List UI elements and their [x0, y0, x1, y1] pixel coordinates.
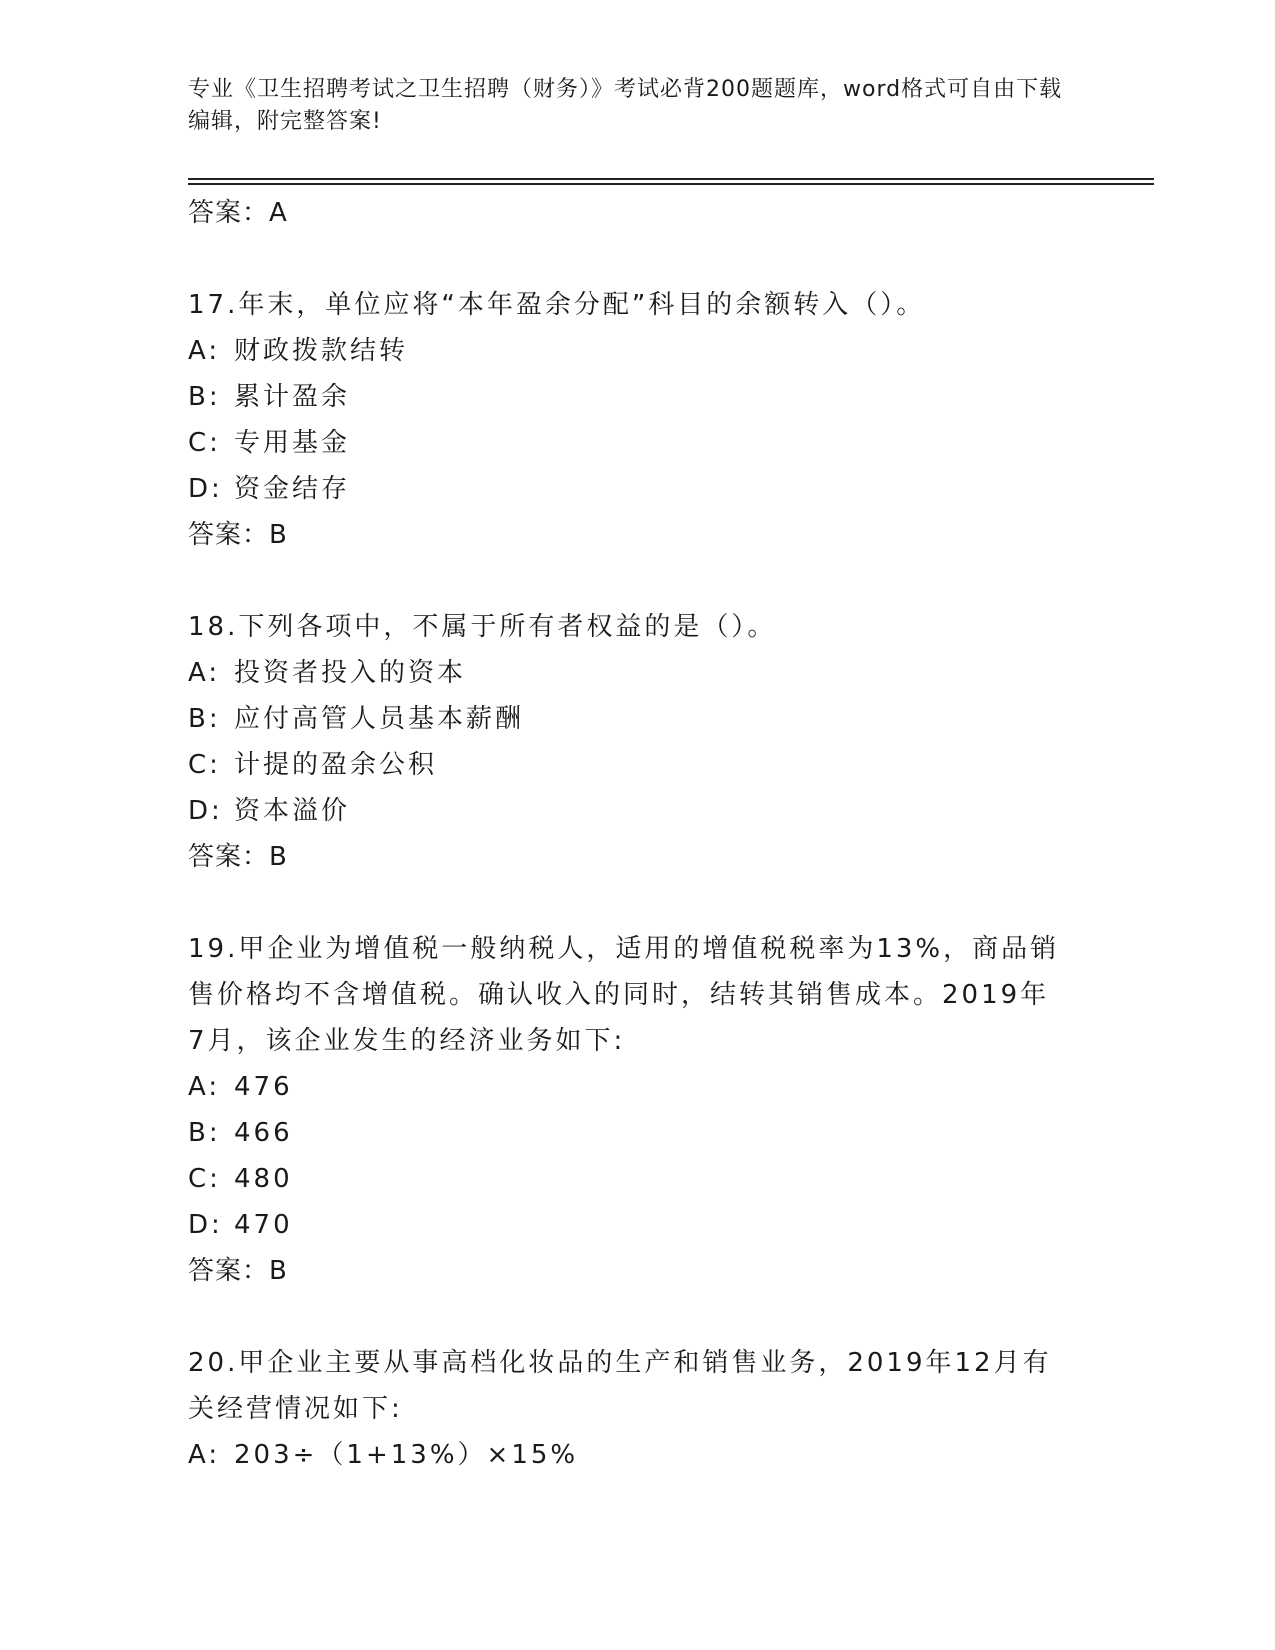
- option-text: 专用基金: [234, 428, 351, 458]
- option-text: 203÷（1+13%）×15%: [234, 1440, 579, 1470]
- option-letter: D:: [188, 1210, 223, 1240]
- option-text: 财政拨款结转: [234, 336, 409, 366]
- option-d: [188, 788, 1068, 834]
- answer-line: 答案：B: [188, 1256, 288, 1286]
- header-rule-bottom: [188, 183, 1154, 185]
- spacer: [188, 558, 1068, 604]
- option-letter: C:: [188, 428, 221, 458]
- option-letter: D:: [188, 796, 223, 826]
- option-b: [188, 1110, 1068, 1156]
- option-c: [188, 742, 1068, 788]
- option-text: 应付高管人员基本薪酬: [234, 704, 525, 734]
- option-text: 466: [234, 1118, 293, 1148]
- option-letter: B:: [188, 1118, 221, 1148]
- question-stem: 18.下列各项中，不属于所有者权益的是（）。: [188, 612, 777, 642]
- option-text: 480: [234, 1164, 293, 1194]
- option-a: [188, 328, 1068, 374]
- option-text: 投资者投入的资本: [234, 658, 467, 688]
- option-d: [188, 466, 1068, 512]
- option-b: [188, 696, 1068, 742]
- option-a: [188, 650, 1068, 696]
- question-list: [188, 190, 1068, 1478]
- option-letter: C:: [188, 750, 221, 780]
- option-text: 累计盈余: [234, 382, 351, 412]
- option-letter: A:: [188, 1440, 221, 1470]
- option-d: [188, 1202, 1068, 1248]
- option-letter: A:: [188, 336, 221, 366]
- option-c: [188, 420, 1068, 466]
- answer-line: 答案：B: [188, 520, 288, 550]
- option-text: 资本溢价: [234, 796, 351, 826]
- option-letter: A:: [188, 658, 221, 688]
- spacer: [188, 1294, 1068, 1340]
- option-text: 476: [234, 1072, 293, 1102]
- document-header: 专业《卫生招聘考试之卫生招聘（财务）》考试必背200题题库，word格式可自由下载编辑，附完整答案!: [188, 77, 1063, 134]
- answer-line: 答案：B: [188, 842, 288, 872]
- header-rule-top: [188, 178, 1154, 180]
- answer-line: 答案：A: [188, 198, 288, 228]
- spacer: [188, 236, 1068, 282]
- option-letter: B:: [188, 704, 221, 734]
- option-a: [188, 1432, 1068, 1478]
- question-stem: 19.甲企业为增值税一般纳税人，适用的增值税税率为13%，商品销售价格均不含增值税。确认收入的同时，结转其销售成本。2019年7月，该企业发生的经济业务如下:: [188, 934, 1060, 1056]
- question-stem: 20.甲企业主要从事高档化妆品的生产和销售业务，2019年12月有关经营情况如下:: [188, 1348, 1052, 1424]
- spacer: [188, 880, 1068, 926]
- option-letter: C:: [188, 1164, 221, 1194]
- option-a: [188, 1064, 1068, 1110]
- question-stem: 17.年末，单位应将“本年盈余分配”科目的余额转入（）。: [188, 290, 926, 320]
- option-c: [188, 1156, 1068, 1202]
- option-text: 470: [234, 1210, 293, 1240]
- option-letter: D:: [188, 474, 223, 504]
- option-letter: A:: [188, 1072, 221, 1102]
- option-text: 计提的盈余公积: [234, 750, 438, 780]
- option-b: [188, 374, 1068, 420]
- option-text: 资金结存: [234, 474, 351, 504]
- option-letter: B:: [188, 382, 221, 412]
